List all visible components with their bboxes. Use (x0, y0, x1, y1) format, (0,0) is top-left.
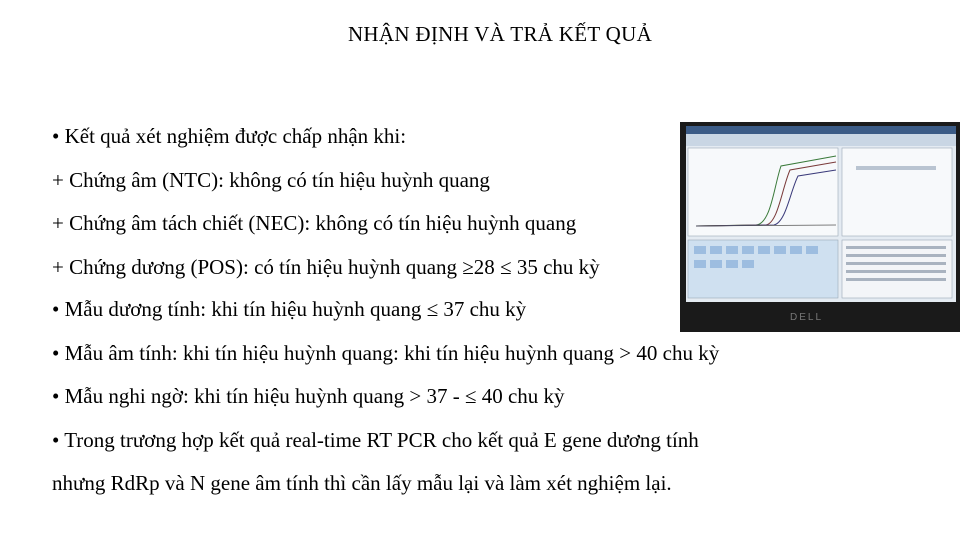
special-case-line-2: nhưng RdRp và N gene âm tính thì cần lấy mẫu lại và làm xét nghiệm lại. (52, 471, 672, 495)
criteria-pos: + Chứng dương (POS): có tín hiệu huỳnh quang ≥28 ≤ 35 chu kỳ (52, 255, 600, 279)
negative-sample: • Mẫu âm tính: khi tín hiệu huỳnh quang: khi tín hiệu huỳnh quang > 40 chu kỳ (52, 341, 720, 365)
special-case-line-1: • Trong trương hợp kết quả real-time RT PCR cho kết quả E gene dương tính (52, 428, 699, 452)
pcr-software-screen-icon (686, 126, 956, 302)
monitor-brand-logo: DELL (790, 312, 824, 323)
pcr-screen-photo (680, 122, 960, 332)
criteria-ntc: + Chứng âm (NTC): không có tín hiệu huỳnh quang (52, 168, 490, 192)
criteria-nec: + Chứng âm tách chiết (NEC): không có tín hiệu huỳnh quang (52, 211, 577, 235)
positive-sample: • Mẫu dương tính: khi tín hiệu huỳnh quang ≤ 37 chu kỳ (52, 297, 527, 321)
suspected-sample: • Mẫu nghi ngờ: khi tín hiệu huỳnh quang > 37 - ≤ 40 chu kỳ (52, 384, 565, 408)
slide-title: NHẬN ĐỊNH VÀ TRẢ KẾT QUẢ (347, 22, 653, 46)
criteria-heading: • Kết quả xét nghiệm được chấp nhận khi: (52, 124, 407, 148)
